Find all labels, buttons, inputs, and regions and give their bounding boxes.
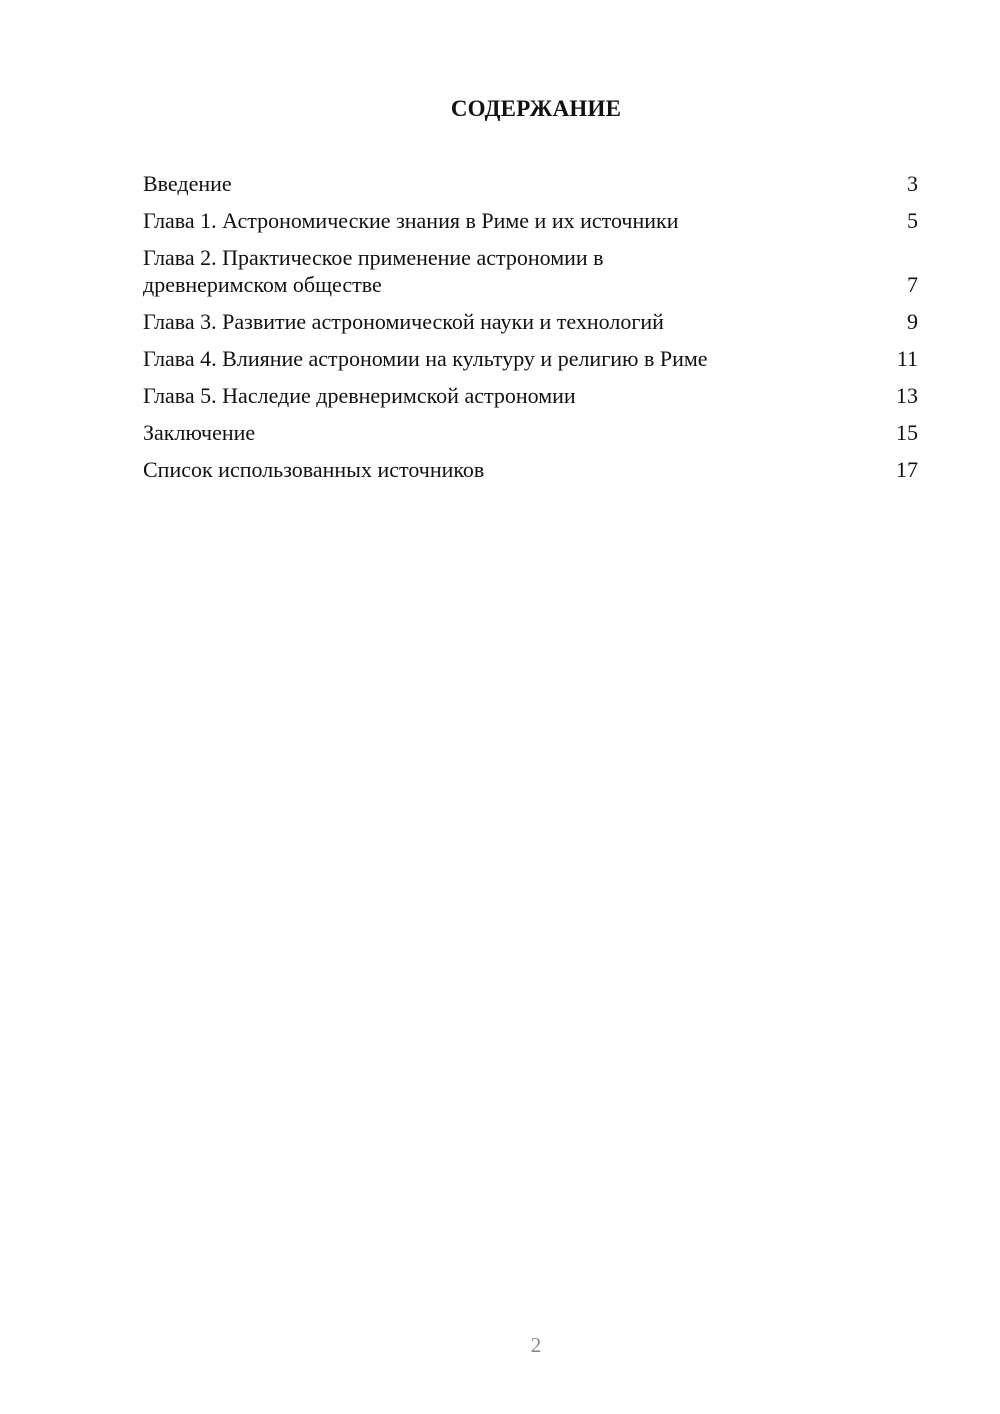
toc-entry-page: 17 xyxy=(896,457,918,482)
toc-entry-page: 3 xyxy=(907,171,918,196)
toc-entry-chapter-3 xyxy=(143,308,920,335)
toc-entry-text: Глава 1. Астрономические знания в Риме и их источники xyxy=(143,208,679,233)
toc-entry-conclusion xyxy=(143,419,920,446)
toc-entry-page: 13 xyxy=(896,383,918,408)
toc-entry-page: 15 xyxy=(896,420,918,445)
toc-entry-chapter-4 xyxy=(143,345,920,372)
toc-entry-text: Введение xyxy=(143,171,232,196)
toc-entry-chapter-5 xyxy=(143,382,920,409)
toc-entry-text: Глава 3. Развитие астрономической науки и технологий xyxy=(143,309,664,334)
toc-title: СОДЕРЖАНИЕ xyxy=(450,96,622,121)
toc-entry-text: Глава 5. Наследие древнеримской астрономии xyxy=(143,383,576,408)
toc-entry-text: Заключение xyxy=(143,420,256,445)
toc-entry-introduction xyxy=(143,170,920,197)
toc-entry-chapter-1 xyxy=(143,207,920,234)
toc-entry-references xyxy=(143,456,920,483)
toc-entry-text: Список использованных источников xyxy=(143,457,485,482)
toc-entry-page: 5 xyxy=(907,208,918,233)
toc-entry-page: 7 xyxy=(907,272,918,297)
page-number: 2 xyxy=(530,1333,542,1357)
toc-entry-text: Глава 2. Практическое применение астрономии в древнеримском обществе xyxy=(143,245,604,297)
toc-entry-text: Глава 4. Влияние астрономии на культуру и религию в Риме xyxy=(143,346,708,371)
toc-list xyxy=(143,170,920,493)
toc-entry-chapter-2 xyxy=(143,244,920,298)
toc-entry-page: 11 xyxy=(896,346,918,371)
toc-entry-page: 9 xyxy=(907,309,918,334)
